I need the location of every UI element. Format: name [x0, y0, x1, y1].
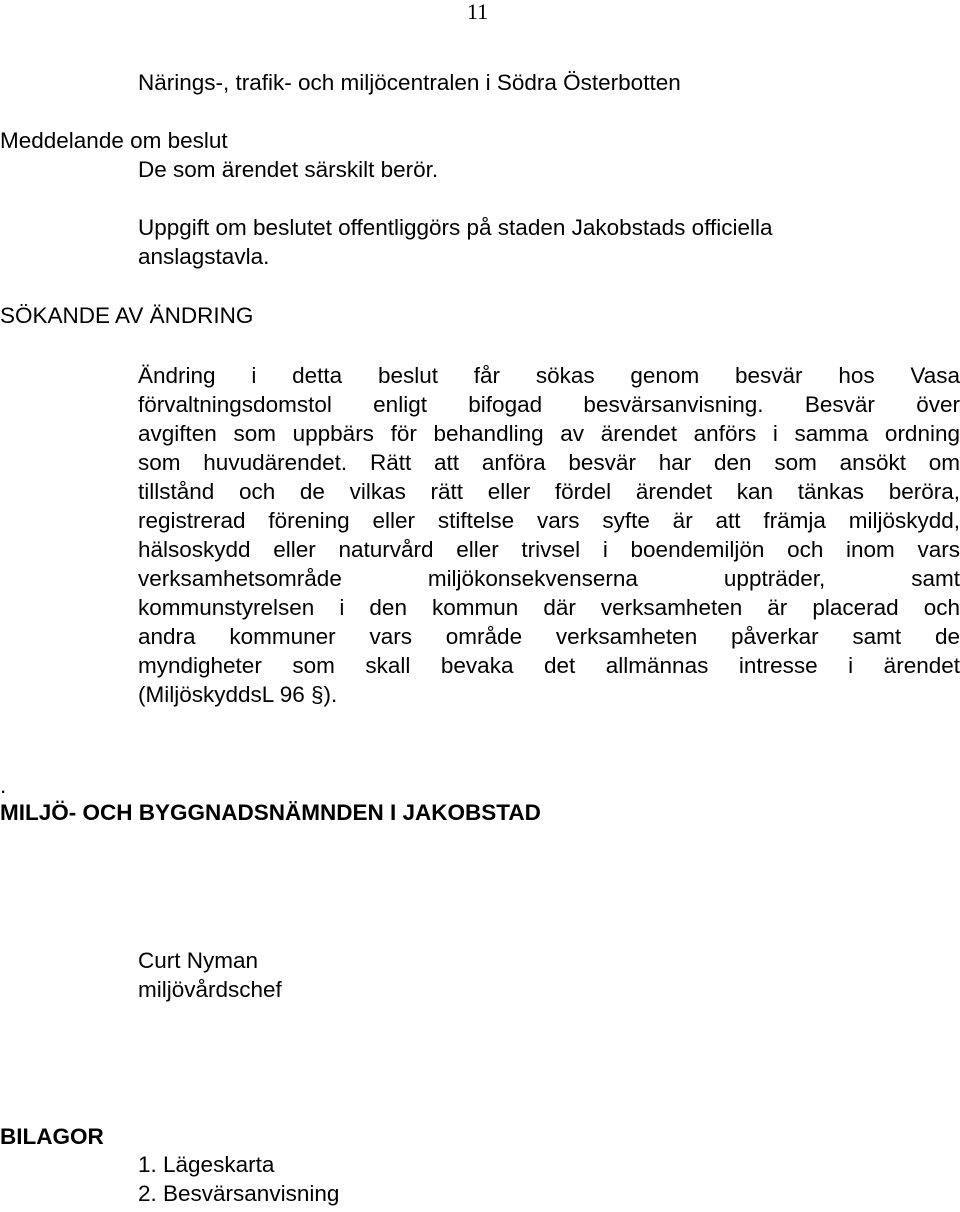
appeal-line: andra kommuner vars område verksamheten påverkar samt de: [138, 624, 960, 649]
signatory-title: miljövårdschef: [138, 977, 282, 1002]
appeal-line: Ändring i detta beslut får sökas genom besvär hos Vasa: [138, 363, 960, 388]
public-info-line-1: Uppgift om beslutet offentliggörs på staden Jakobstads officiella: [138, 215, 773, 240]
notice-recipients: De som ärendet särskilt berör.: [138, 157, 439, 182]
attachments-heading: BILAGOR: [0, 1124, 104, 1149]
signatory-name: Curt Nyman: [138, 948, 259, 973]
board-name: MILJÖ- OCH BYGGNADSNÄMNDEN I JAKOBSTAD: [0, 800, 541, 825]
appeal-heading: SÖKANDE AV ÄNDRING: [0, 303, 254, 328]
notice-label: Meddelande om beslut: [0, 128, 228, 153]
authority-name: Närings-, trafik- och miljöcentralen i Södra Österbotten: [138, 70, 681, 95]
public-info-line-2: anslagstavla.: [138, 244, 270, 269]
appeal-line: tillstånd och de vilkas rätt eller fördel ärendet kan tänkas beröra,: [138, 479, 960, 504]
appeal-line: förvaltningsdomstol enligt bifogad besvärsanvisning. Besvär över: [138, 392, 960, 417]
appeal-line: avgiften som uppbärs för behandling av ärendet anförs i samma ordning: [138, 421, 960, 446]
appeal-paragraph: [138, 361, 960, 709]
appeal-line: som huvudärendet. Rätt att anföra besvär har den som ansökt om: [138, 450, 960, 475]
attachment-item: 1. Lägeskarta: [138, 1152, 275, 1177]
appeal-line: (MiljöskyddsL 96 §).: [138, 682, 338, 707]
stray-dot: .: [0, 773, 7, 798]
appeal-line: kommunstyrelsen i den kommun där verksamheten är placerad och: [138, 595, 960, 620]
appeal-line: myndigheter som skall bevaka det allmännas intresse i ärendet: [138, 653, 960, 678]
attachment-item: 2. Besvärsanvisning: [138, 1181, 340, 1206]
appeal-line: verksamhetsområde miljökonsekvenserna uppträder, samt: [138, 566, 960, 591]
appeal-line: hälsoskydd eller naturvård eller trivsel i boendemiljön och inom vars: [138, 537, 960, 562]
page-number: 11: [467, 0, 489, 24]
appeal-line: registrerad förening eller stiftelse vars syfte är att främja miljöskydd,: [138, 508, 960, 533]
